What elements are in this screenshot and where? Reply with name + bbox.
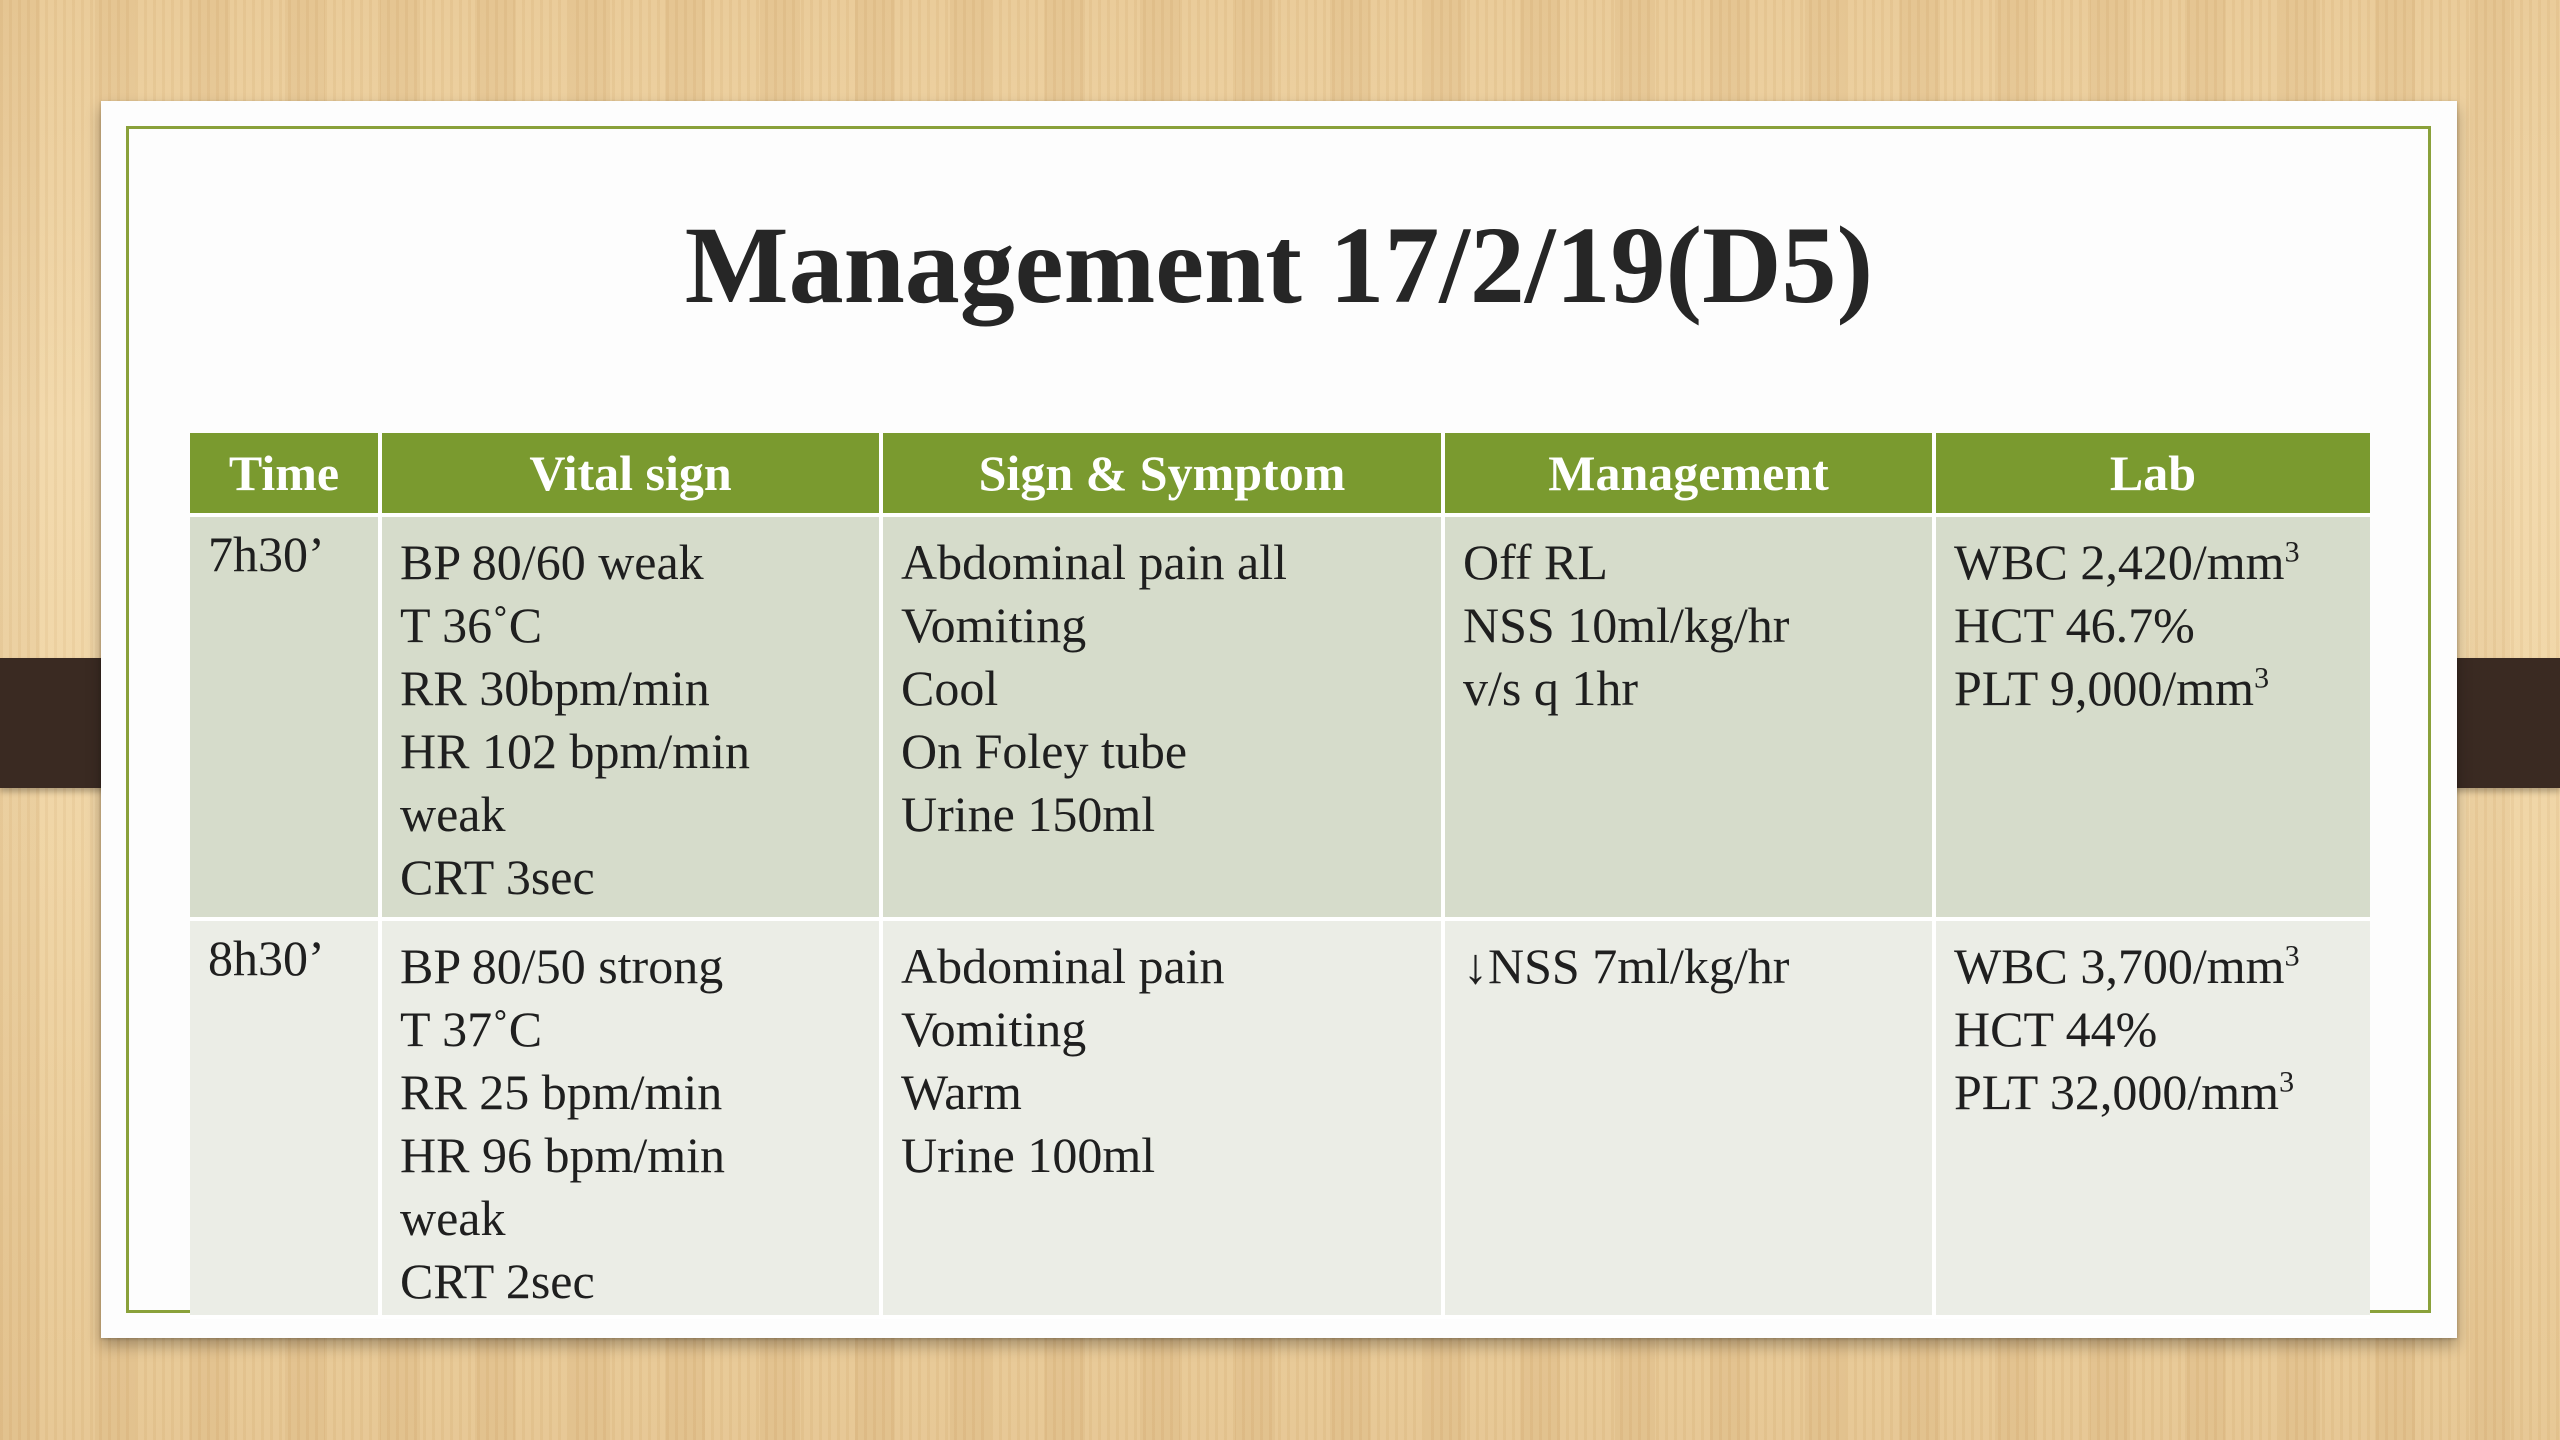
lab-plt-value: PLT 32,000/mm (1954, 1064, 2280, 1120)
unit-exponent: 3 (2254, 661, 2270, 695)
cell-sign-symptom (881, 515, 1443, 919)
header-sign-symptom: Sign & Symptom (881, 433, 1443, 515)
lab-wbc-value: WBC 2,420/mm (1954, 534, 2285, 590)
cell-line: HR 96 bpm/min (400, 1127, 726, 1183)
cell-line: weak (400, 786, 506, 842)
slide-title: Management 17/2/19(D5) (684, 204, 1874, 326)
cell-line: ↓NSS 7ml/kg/hr (1463, 938, 1790, 994)
cell-line: Vomiting (901, 1001, 1087, 1057)
cell-management (1443, 515, 1934, 919)
table-header-row (190, 433, 2370, 515)
lab-hct: HCT 46.7% (1954, 597, 2195, 653)
cell-line: Off RL (1463, 534, 1608, 590)
lab-wbc-value: WBC 3,700/mm (1954, 938, 2285, 994)
cell-line: On Foley tube (901, 723, 1188, 779)
cell-line: T 37˚C (400, 1001, 543, 1057)
cell-sign-symptom (881, 919, 1443, 1317)
cell-lab (1934, 919, 2370, 1317)
lab-hct: HCT 44% (1954, 1001, 2158, 1057)
cell-line: NSS 10ml/kg/hr (1463, 597, 1790, 653)
unit-exponent: 3 (2279, 1065, 2295, 1099)
cell-time: 8h30’ (190, 919, 380, 1317)
header-management: Management (1443, 433, 1934, 515)
cell-line: weak (400, 1190, 506, 1246)
cell-line: BP 80/50 strong (400, 938, 724, 994)
cell-line: Vomiting (901, 597, 1087, 653)
cell-line: Abdominal pain all (901, 534, 1288, 590)
table-row (190, 515, 2370, 919)
lab-plt (1954, 657, 2352, 720)
cell-line: CRT 2sec (400, 1253, 595, 1309)
table-row (190, 919, 2370, 1317)
cell-line: RR 25 bpm/min (400, 1064, 723, 1120)
management-table (190, 433, 2370, 1319)
cell-line: Urine 100ml (901, 1127, 1156, 1183)
cell-line: Abdominal pain (901, 938, 1225, 994)
cell-line: Warm (901, 1064, 1022, 1120)
cell-line: Urine 150ml (901, 786, 1156, 842)
lab-wbc (1954, 531, 2352, 594)
cell-line: Cool (901, 660, 999, 716)
lab-plt (1954, 1061, 2352, 1124)
cell-vital-sign (380, 515, 881, 919)
cell-line: CRT 3sec (400, 849, 595, 905)
lab-plt-value: PLT 9,000/mm (1954, 660, 2255, 716)
unit-exponent: 3 (2284, 939, 2300, 973)
cell-line: v/s q 1hr (1463, 660, 1638, 716)
header-lab: Lab (1934, 433, 2370, 515)
cell-lab (1934, 515, 2370, 919)
cell-management (1443, 919, 1934, 1317)
cell-vital-sign (380, 919, 881, 1317)
header-vital-sign: Vital sign (380, 433, 881, 515)
cell-line: T 36˚C (400, 597, 543, 653)
cell-line: RR 30bpm/min (400, 660, 710, 716)
header-time: Time (190, 433, 380, 515)
lab-wbc (1954, 935, 2352, 998)
cell-time: 7h30’ (190, 515, 380, 919)
cell-line: BP 80/60 weak (400, 534, 704, 590)
unit-exponent: 3 (2284, 535, 2300, 569)
cell-line: HR 102 bpm/min (400, 723, 751, 779)
